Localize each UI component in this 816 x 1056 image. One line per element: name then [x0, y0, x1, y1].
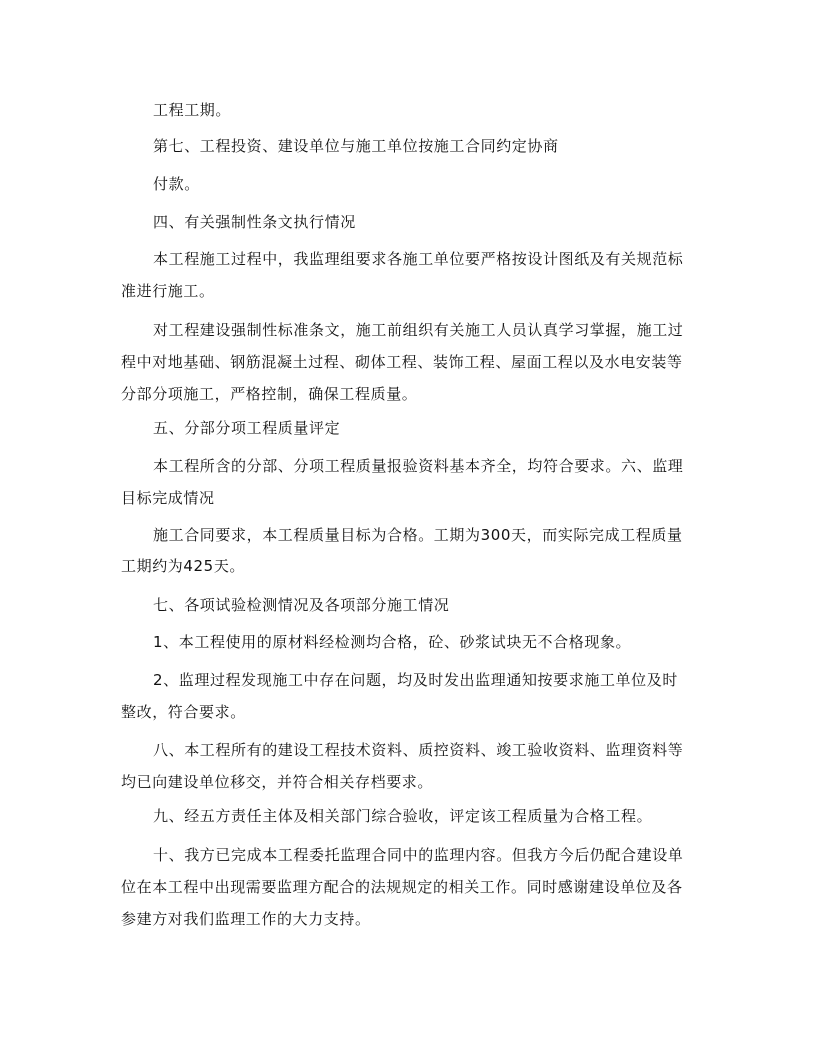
- section-heading: 四、有关强制性条文执行情况: [153, 213, 356, 231]
- text-line: 八、本工程所有的建设工程技术资料、质控资料、竣工验收资料、监理资料等: [153, 741, 684, 759]
- text-line: 十、我方已完成本工程委托监理合同中的监理内容。但我方今后仍配合建设单: [153, 846, 684, 864]
- text-line: 第七、工程投资、建设单位与施工单位按施工合同约定协商: [153, 137, 559, 155]
- text-line: 1、本工程使用的原材料经检测均合格，砼、砂浆试块无不合格现象。: [153, 633, 632, 651]
- text-line: 程中对地基础、钢筋混凝土过程、砌体工程、装饰工程、屋面工程以及水电安装等: [121, 353, 683, 371]
- text-line: 准进行施工。: [121, 282, 215, 300]
- text-line: 整改，符合要求。: [121, 703, 246, 721]
- text-line: 参建方对我们监理工作的大力支持。: [121, 910, 371, 928]
- text-line: 位在本工程中出现需要监理方配合的法规规定的相关工作。同时感谢建设单位及各: [121, 878, 683, 896]
- text-line: 对工程建设强制性标准条文，施工前组织有关施工人员认真学习掌握，施工过: [153, 321, 684, 339]
- text-line: 分部分项施工，严格控制，确保工程质量。: [121, 385, 418, 403]
- text-line: 工程工期。: [153, 101, 232, 119]
- text-line: 施工合同要求，本工程质量目标为合格。工期为300天，而实际完成工程质量: [153, 526, 683, 544]
- text-line: 本工程施工过程中，我监理组要求各施工单位要严格按设计图纸及有关规范标: [153, 250, 684, 268]
- text-line: 九、经五方责任主体及相关部门综合验收，评定该工程质量为合格工程。: [153, 807, 653, 825]
- text-line: 目标完成情况: [121, 489, 215, 507]
- section-heading: 七、各项试验检测情况及各项部分施工情况: [153, 596, 450, 614]
- text-line: 工期约为425天。: [121, 557, 246, 575]
- text-line: 2、监理过程发现施工中存在问题，均及时发出监理通知按要求施工单位及时: [153, 671, 678, 689]
- text-line: 付款。: [153, 175, 200, 193]
- text-line: 均已向建设单位移交，并符合相关存档要求。: [121, 773, 434, 791]
- section-heading: 五、分部分项工程质量评定: [153, 419, 341, 437]
- text-line: 本工程所含的分部、分项工程质量报验资料基本齐全，均符合要求。六、监理: [153, 457, 684, 475]
